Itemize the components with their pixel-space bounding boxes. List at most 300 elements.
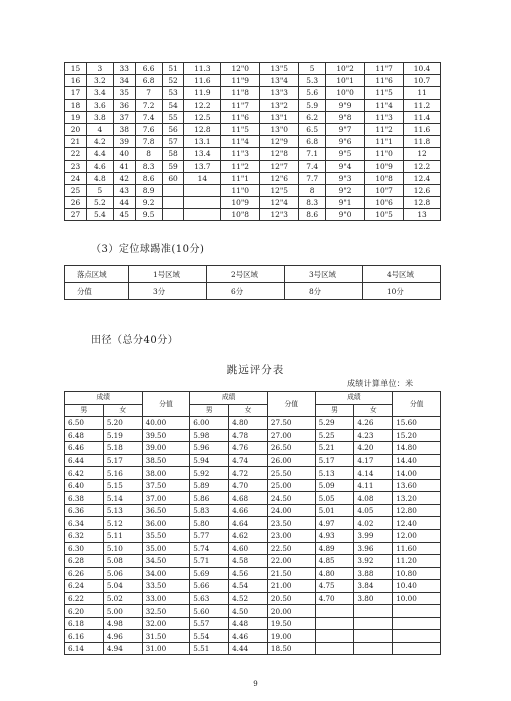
- table-cell: [354, 617, 393, 630]
- table-cell: 12.2: [404, 160, 441, 172]
- table-cell: 4.14: [354, 467, 393, 480]
- table-cell: 27.50: [267, 417, 315, 430]
- table-row: [65, 99, 441, 111]
- table-row: [65, 429, 441, 442]
- table-cell: 40: [113, 148, 135, 160]
- table-cell: 13"4: [260, 75, 299, 87]
- table-cell: 3.92: [354, 555, 393, 568]
- table-cell: 7: [135, 87, 162, 99]
- table-cell: [354, 605, 393, 618]
- table-cell: 10"7: [365, 184, 404, 196]
- table-row: [65, 542, 441, 555]
- table-cell: 45: [113, 209, 135, 221]
- table-cell: 9"7: [326, 123, 365, 135]
- table-cell: 8: [135, 148, 162, 160]
- table-cell: 4.66: [229, 504, 268, 517]
- table-cell: 6.22: [65, 592, 104, 605]
- table-cell: 12"0: [221, 63, 260, 75]
- table-cell: 26: [65, 197, 87, 209]
- table-cell: 5.05: [315, 492, 354, 505]
- table-cell: 16: [65, 75, 87, 87]
- table-cell: 5.01: [315, 504, 354, 517]
- table-cell: 8.6: [135, 172, 162, 184]
- table-cell: 21: [65, 136, 87, 148]
- header-male: 男: [315, 404, 354, 417]
- header-female: 女: [354, 404, 393, 417]
- table-cell: 3.8: [86, 111, 113, 123]
- table-cell: 4.20: [354, 442, 393, 455]
- table-cell: 5.86: [190, 492, 229, 505]
- table-cell: 20: [65, 123, 87, 135]
- table-cell: 4: [86, 123, 113, 135]
- table-cell: 21.50: [267, 567, 315, 580]
- header-female: 女: [229, 404, 268, 417]
- table-cell: 13.1: [184, 136, 221, 148]
- table-cell: 5.13: [315, 467, 354, 480]
- table-row: [65, 454, 441, 467]
- table-cell: 5.71: [190, 555, 229, 568]
- table-cell: 11.6: [404, 123, 441, 135]
- table-cell: [315, 617, 354, 630]
- table-cell: 5.3: [299, 75, 326, 87]
- table-cell: 7.8: [135, 136, 162, 148]
- table-cell: 6.14: [65, 642, 104, 655]
- table-cell: 11.6: [184, 75, 221, 87]
- table-cell: 14: [184, 172, 221, 184]
- table-cell: 4.50: [229, 605, 268, 618]
- placement-score-row: [65, 283, 441, 300]
- long-jump-table: [64, 391, 441, 655]
- table-row: [65, 160, 441, 172]
- table-cell: 12.4: [404, 172, 441, 184]
- table-cell: 10"8: [365, 172, 404, 184]
- table-cell: 31.50: [142, 630, 190, 643]
- table-cell: 5.15: [103, 479, 142, 492]
- table-cell: 11"0: [365, 148, 404, 160]
- table-cell: 6.38: [65, 492, 104, 505]
- table-cell: 4.26: [354, 417, 393, 430]
- table-cell: 26.50: [267, 442, 315, 455]
- table-cell: 11"9: [221, 75, 260, 87]
- placement-cell: 3分: [129, 283, 207, 300]
- table-cell: [354, 630, 393, 643]
- table-row: [65, 517, 441, 530]
- table-cell: 8.9: [135, 184, 162, 196]
- table-cell: 51: [162, 63, 184, 75]
- table-cell: 11"6: [221, 111, 260, 123]
- table-cell: 11"1: [365, 136, 404, 148]
- header-male: 男: [190, 404, 229, 417]
- table-row: [65, 642, 441, 655]
- score-table-top: [64, 62, 441, 221]
- table-cell: 11.20: [393, 555, 441, 568]
- table-cell: 39.50: [142, 429, 190, 442]
- table-cell: 12.80: [393, 504, 441, 517]
- table-cell: 5.19: [103, 429, 142, 442]
- table-cell: 13.7: [184, 160, 221, 172]
- table-cell: 39: [113, 136, 135, 148]
- table-cell: 10"9: [221, 197, 260, 209]
- table-cell: 56: [162, 123, 184, 135]
- section-heading-placement-kick: （3）定位球踢准(10分): [91, 244, 205, 255]
- table-cell: 12.40: [393, 517, 441, 530]
- table-cell: 11.60: [393, 542, 441, 555]
- table-cell: 12.5: [184, 111, 221, 123]
- unit-note: 成绩计算单位：米: [347, 379, 414, 388]
- table-cell: 4.54: [229, 580, 268, 593]
- table-cell: 13.20: [393, 492, 441, 505]
- table-cell: 6.30: [65, 542, 104, 555]
- score-table-top-body: [65, 63, 441, 221]
- long-jump-subheader-row: [65, 404, 441, 417]
- table-cell: 11.9: [184, 87, 221, 99]
- table-cell: 5.09: [315, 479, 354, 492]
- table-cell: 5.94: [190, 454, 229, 467]
- table-cell: 35.00: [142, 542, 190, 555]
- table-cell: 3.84: [354, 580, 393, 593]
- table-cell: 5.69: [190, 567, 229, 580]
- table-cell: 6.8: [299, 136, 326, 148]
- table-cell: 22.50: [267, 542, 315, 555]
- table-cell: 7.7: [299, 172, 326, 184]
- table-cell: 11"5: [365, 87, 404, 99]
- table-cell: 4.80: [229, 417, 268, 430]
- table-cell: 15: [65, 63, 87, 75]
- table-cell: 11.3: [184, 63, 221, 75]
- table-cell: 38.00: [142, 467, 190, 480]
- table-cell: 6.34: [65, 517, 104, 530]
- table-cell: 6.6: [135, 63, 162, 75]
- table-cell: 9.2: [135, 197, 162, 209]
- table-cell: 21.00: [267, 580, 315, 593]
- table-cell: 20.00: [267, 605, 315, 618]
- table-cell: 12: [404, 148, 441, 160]
- table-row: [65, 467, 441, 480]
- placement-cell: 分值: [65, 283, 129, 300]
- table-cell: 5.83: [190, 504, 229, 517]
- table-cell: 25.50: [267, 467, 315, 480]
- table-cell: 32.50: [142, 605, 190, 618]
- table-cell: 6.8: [135, 75, 162, 87]
- table-row: [65, 617, 441, 630]
- table-cell: 3.80: [354, 592, 393, 605]
- table-cell: 5.13: [103, 504, 142, 517]
- placement-header-row: [65, 266, 441, 283]
- table-cell: 14.00: [393, 467, 441, 480]
- table-cell: 5.18: [103, 442, 142, 455]
- table-cell: 5.16: [103, 467, 142, 480]
- table-cell: 13"5: [260, 63, 299, 75]
- table-row: [65, 123, 441, 135]
- table-cell: 9"9: [326, 99, 365, 111]
- table-cell: 41: [113, 160, 135, 172]
- table-cell: 11"5: [221, 123, 260, 135]
- header-score-group: 成绩: [190, 392, 268, 405]
- table-cell: 6.40: [65, 479, 104, 492]
- table-cell: 53: [162, 87, 184, 99]
- table-cell: [393, 630, 441, 643]
- table-cell: 57: [162, 136, 184, 148]
- table-cell: 4.70: [315, 592, 354, 605]
- table-cell: 7.1: [299, 148, 326, 160]
- table-cell: [315, 630, 354, 643]
- table-cell: [162, 184, 184, 196]
- table-cell: 6.50: [65, 417, 104, 430]
- table-cell: [354, 642, 393, 655]
- table-cell: 11"3: [365, 111, 404, 123]
- table-cell: 9"4: [326, 160, 365, 172]
- table-cell: 35.50: [142, 530, 190, 543]
- header-female: 女: [103, 404, 142, 417]
- table-cell: 4.93: [315, 530, 354, 543]
- table-cell: 8.6: [299, 209, 326, 221]
- table-cell: 12.2: [184, 99, 221, 111]
- table-cell: 6.26: [65, 567, 104, 580]
- table-cell: 4.97: [315, 517, 354, 530]
- table-row: [65, 417, 441, 430]
- table-row: [65, 63, 441, 75]
- placement-cell: 落点区域: [65, 266, 129, 283]
- table-cell: 5.06: [103, 567, 142, 580]
- table-cell: 6.32: [65, 530, 104, 543]
- table-cell: 22.00: [267, 555, 315, 568]
- table-row: [65, 136, 441, 148]
- table-cell: 11"8: [221, 87, 260, 99]
- table-cell: 3.99: [354, 530, 393, 543]
- table-cell: 10"9: [365, 160, 404, 172]
- table-row: [65, 172, 441, 184]
- table-cell: 34.00: [142, 567, 190, 580]
- table-cell: 13.60: [393, 479, 441, 492]
- table-cell: [393, 617, 441, 630]
- table-cell: 5.57: [190, 617, 229, 630]
- table-cell: 6.16: [65, 630, 104, 643]
- long-jump-table-title: 跳远评分表: [226, 364, 285, 376]
- table-cell: 9"1: [326, 197, 365, 209]
- table-cell: 5.63: [190, 592, 229, 605]
- table-cell: 13.4: [184, 148, 221, 160]
- table-row: [65, 148, 441, 160]
- table-cell: 7.4: [299, 160, 326, 172]
- table-cell: 37: [113, 111, 135, 123]
- placement-kick-table: [64, 265, 441, 300]
- table-cell: 18.50: [267, 642, 315, 655]
- table-cell: 23: [65, 160, 87, 172]
- table-cell: 11"0: [221, 184, 260, 196]
- table-cell: 8: [299, 184, 326, 196]
- table-cell: 4.52: [229, 592, 268, 605]
- table-row: [65, 530, 441, 543]
- table-cell: 6.20: [65, 605, 104, 618]
- table-row: [65, 492, 441, 505]
- table-cell: 12"6: [260, 172, 299, 184]
- table-row: [65, 592, 441, 605]
- table-cell: 8.3: [135, 160, 162, 172]
- table-cell: 22: [65, 148, 87, 160]
- table-cell: 33.50: [142, 580, 190, 593]
- table-cell: 6.00: [190, 417, 229, 430]
- table-cell: 52: [162, 75, 184, 87]
- table-cell: 11: [404, 87, 441, 99]
- placement-cell: 3号区域: [284, 266, 362, 283]
- table-cell: 4.2: [86, 136, 113, 148]
- table-cell: 10.80: [393, 567, 441, 580]
- table-cell: 11.2: [404, 99, 441, 111]
- table-cell: 31.00: [142, 642, 190, 655]
- table-cell: [315, 605, 354, 618]
- table-cell: 4.58: [229, 555, 268, 568]
- table-row: [65, 75, 441, 87]
- table-cell: [184, 209, 221, 221]
- table-cell: 4.44: [229, 642, 268, 655]
- placement-cell: 8分: [284, 283, 362, 300]
- table-cell: 11"4: [365, 99, 404, 111]
- table-cell: 5.04: [103, 580, 142, 593]
- table-cell: 4.02: [354, 517, 393, 530]
- table-cell: 13"2: [260, 99, 299, 111]
- table-cell: 40.00: [142, 417, 190, 430]
- table-cell: 12.00: [393, 530, 441, 543]
- table-cell: 4.74: [229, 454, 268, 467]
- table-row: [65, 567, 441, 580]
- table-cell: 15.60: [393, 417, 441, 430]
- table-cell: 10"8: [221, 209, 260, 221]
- table-row: [65, 630, 441, 643]
- table-cell: 4.60: [229, 542, 268, 555]
- table-cell: 12"3: [260, 209, 299, 221]
- table-cell: 5.60: [190, 605, 229, 618]
- table-cell: 5.66: [190, 580, 229, 593]
- table-cell: 12"4: [260, 197, 299, 209]
- table-cell: 5.54: [190, 630, 229, 643]
- table-cell: 4.89: [315, 542, 354, 555]
- table-cell: 11"6: [365, 75, 404, 87]
- table-cell: 23.50: [267, 517, 315, 530]
- table-cell: 6.18: [65, 617, 104, 630]
- table-cell: 5.6: [299, 87, 326, 99]
- table-cell: 12"9: [260, 136, 299, 148]
- table-cell: 4.48: [229, 617, 268, 630]
- table-cell: 3: [86, 63, 113, 75]
- table-cell: 11.8: [404, 136, 441, 148]
- table-cell: 36.00: [142, 517, 190, 530]
- table-cell: 10.00: [393, 592, 441, 605]
- table-cell: 27.00: [267, 429, 315, 442]
- table-cell: 27: [65, 209, 87, 221]
- table-cell: 5.74: [190, 542, 229, 555]
- table-cell: 3.6: [86, 99, 113, 111]
- table-cell: 12"5: [260, 184, 299, 196]
- table-cell: 13"1: [260, 111, 299, 123]
- table-cell: 5.80: [190, 517, 229, 530]
- table-cell: 44: [113, 197, 135, 209]
- placement-cell: 10分: [362, 283, 440, 300]
- table-cell: 13: [404, 209, 441, 221]
- table-cell: 17: [65, 87, 87, 99]
- table-cell: 19.00: [267, 630, 315, 643]
- table-cell: 10"5: [365, 209, 404, 221]
- table-cell: 6.46: [65, 442, 104, 455]
- table-cell: 9"3: [326, 172, 365, 184]
- table-cell: 4.8: [86, 172, 113, 184]
- table-cell: 5: [299, 63, 326, 75]
- table-cell: 4.94: [103, 642, 142, 655]
- table-cell: 7.6: [135, 123, 162, 135]
- table-cell: 11"1: [221, 172, 260, 184]
- table-cell: 5.96: [190, 442, 229, 455]
- table-cell: 15.20: [393, 429, 441, 442]
- table-cell: 11"7: [365, 63, 404, 75]
- table-cell: 12.6: [404, 184, 441, 196]
- table-row: [65, 184, 441, 196]
- table-cell: 32.00: [142, 617, 190, 630]
- table-cell: 7.2: [135, 99, 162, 111]
- table-cell: 10.7: [404, 75, 441, 87]
- table-cell: 5: [86, 184, 113, 196]
- table-cell: [184, 197, 221, 209]
- table-cell: 4.05: [354, 504, 393, 517]
- table-row: [65, 197, 441, 209]
- table-row: [65, 479, 441, 492]
- table-cell: 55: [162, 111, 184, 123]
- page-number: 9: [253, 680, 258, 688]
- table-cell: 36: [113, 99, 135, 111]
- table-cell: 3.96: [354, 542, 393, 555]
- table-cell: [393, 642, 441, 655]
- table-cell: 5.21: [315, 442, 354, 455]
- table-cell: 58: [162, 148, 184, 160]
- table-cell: 4.6: [86, 160, 113, 172]
- table-cell: 12"8: [260, 148, 299, 160]
- table-cell: 4.62: [229, 530, 268, 543]
- table-cell: 14.80: [393, 442, 441, 455]
- table-cell: 4.08: [354, 492, 393, 505]
- table-cell: 12.8: [404, 197, 441, 209]
- table-cell: 4.80: [315, 567, 354, 580]
- table-cell: 5.92: [190, 467, 229, 480]
- table-cell: 20.50: [267, 592, 315, 605]
- table-cell: 5.00: [103, 605, 142, 618]
- table-cell: 24.00: [267, 504, 315, 517]
- table-cell: 11"4: [221, 136, 260, 148]
- table-cell: 6.44: [65, 454, 104, 467]
- table-cell: 36.50: [142, 504, 190, 517]
- table-cell: 3.4: [86, 87, 113, 99]
- table-cell: 6.28: [65, 555, 104, 568]
- table-cell: 4.75: [315, 580, 354, 593]
- table-cell: 9"5: [326, 148, 365, 160]
- table-cell: 4.23: [354, 429, 393, 442]
- table-cell: 13"0: [260, 123, 299, 135]
- table-cell: 4.4: [86, 148, 113, 160]
- table-cell: 4.64: [229, 517, 268, 530]
- table-row: [65, 111, 441, 123]
- table-cell: 4.17: [354, 454, 393, 467]
- table-row: [65, 580, 441, 593]
- table-cell: 4.85: [315, 555, 354, 568]
- table-cell: 59: [162, 160, 184, 172]
- table-cell: 3.88: [354, 567, 393, 580]
- table-cell: 4.46: [229, 630, 268, 643]
- table-cell: 14.40: [393, 454, 441, 467]
- table-cell: 8.3: [299, 197, 326, 209]
- table-cell: 6.36: [65, 504, 104, 517]
- table-cell: 60: [162, 172, 184, 184]
- table-row: [65, 209, 441, 221]
- header-points: 分值: [142, 392, 190, 417]
- table-cell: 5.4: [86, 209, 113, 221]
- table-cell: 39.00: [142, 442, 190, 455]
